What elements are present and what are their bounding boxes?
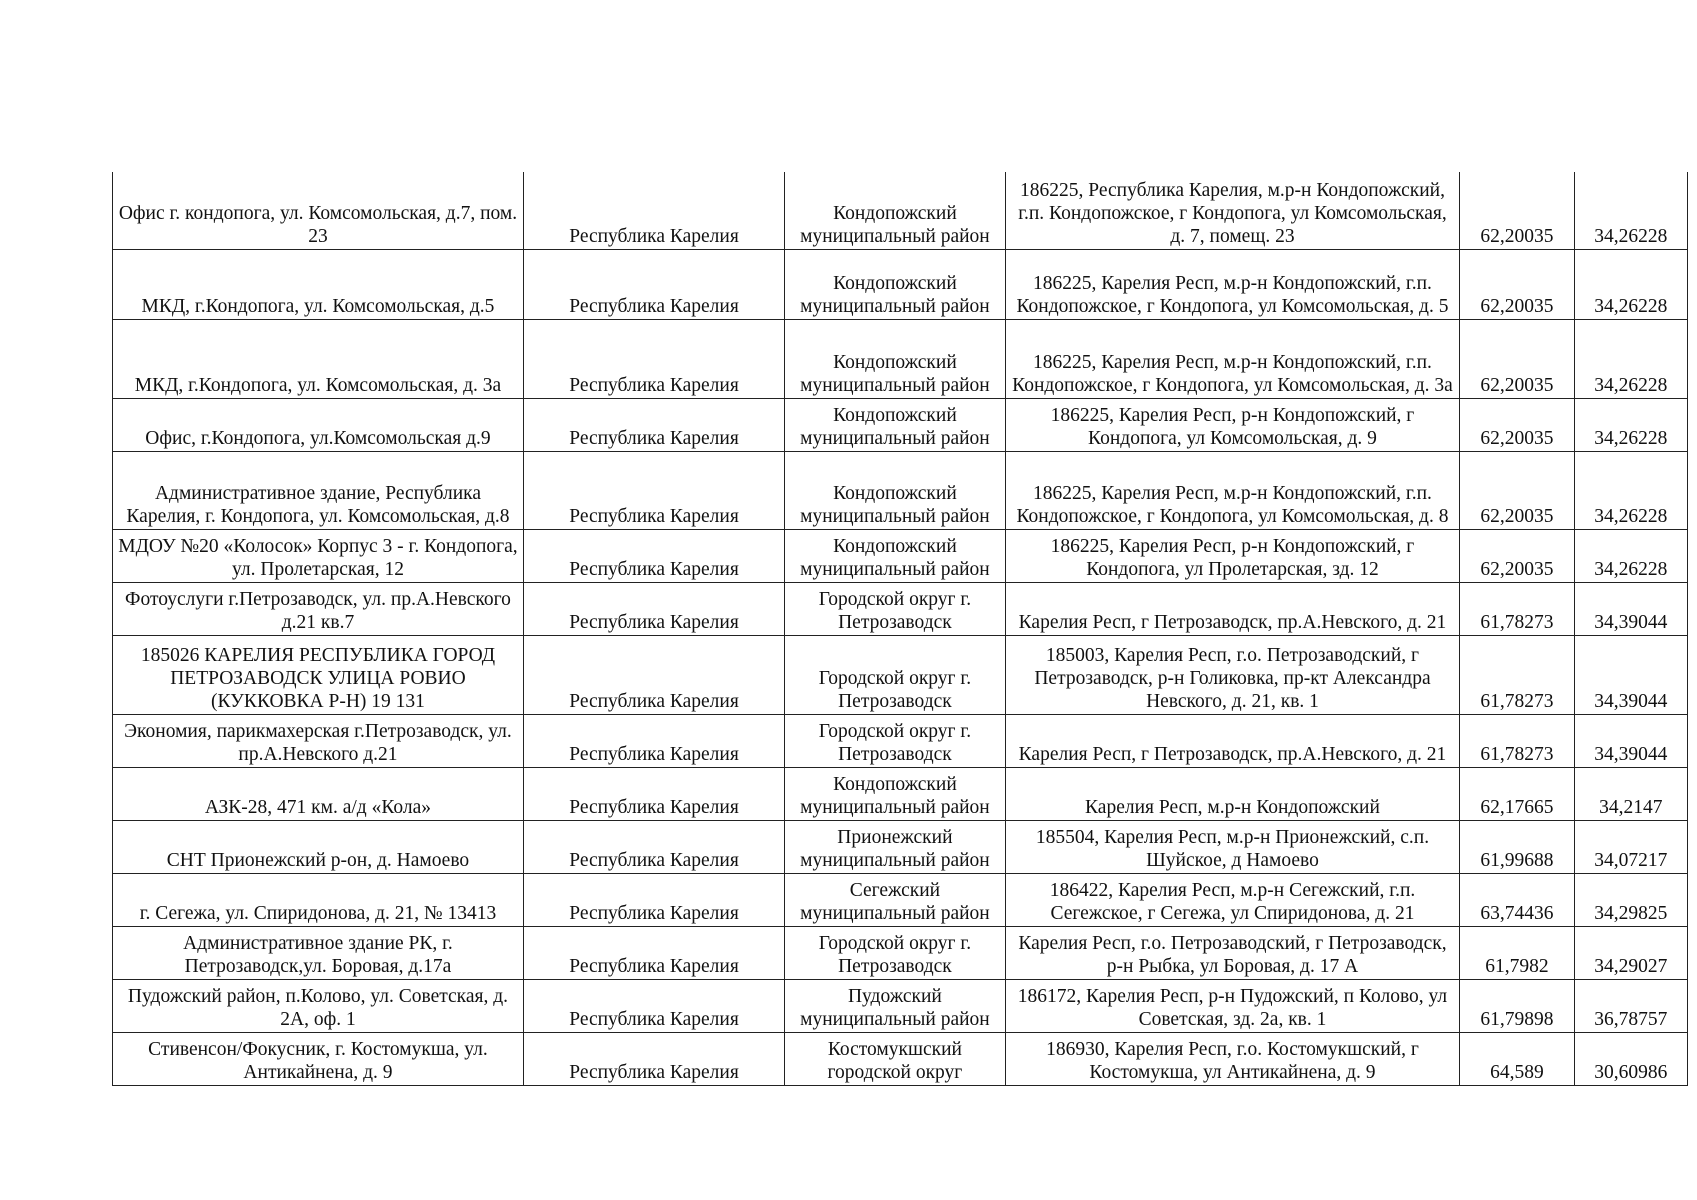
cell-region: Республика Карелия [523,926,784,979]
table-row [113,820,1688,873]
cell-district: Пудожский муниципальный район [785,979,1006,1032]
cell-name: 185026 КАРЕЛИЯ РЕСПУБЛИКА ГОРОД ПЕТРОЗАВОДСК УЛИЦА РОВИО (КУККОВКА Р-Н) 19 131 [113,635,524,714]
cell-region: Республика Карелия [523,635,784,714]
cell-district: Городской округ г. Петрозаводск [785,635,1006,714]
cell-longitude: 34,2147 [1574,767,1687,820]
table-row [113,979,1688,1032]
cell-name: г. Сегежа, ул. Спиридонова, д. 21, № 13413 [113,873,524,926]
cell-address: Карелия Респ, г.о. Петрозаводский, г Петрозаводск, р-н Рыбка, ул Боровая, д. 17 А [1005,926,1459,979]
cell-longitude: 34,39044 [1574,582,1687,635]
cell-district: Городской округ г. Петрозаводск [785,926,1006,979]
cell-address: 186225, Карелия Респ, м.р-н Кондопожский, г.п. Кондопожское, г Кондопога, ул Комсомольская, д. 3а [1005,319,1459,398]
cell-address: 186422, Карелия Респ, м.р-н Сегежский, г.п. Сегежское, г Сегежа, ул Спиридонова, д. 21 [1005,873,1459,926]
cell-region: Республика Карелия [523,398,784,451]
table-row [113,767,1688,820]
cell-name: МДОУ №20 «Колосок» Корпус 3 - г. Кондопога, ул. Пролетарская, 12 [113,529,524,582]
cell-longitude: 34,07217 [1574,820,1687,873]
cell-region: Республика Карелия [523,451,784,529]
cell-name: Административное здание РК, г. Петрозаводск,ул. Боровая, д.17а [113,926,524,979]
cell-longitude: 34,29825 [1574,873,1687,926]
cell-latitude: 61,99688 [1460,820,1574,873]
locations-table [112,172,1688,1086]
cell-longitude: 34,26228 [1574,451,1687,529]
cell-address: 186225, Карелия Респ, м.р-н Кондопожский, г.п. Кондопожское, г Кондопога, ул Комсомольская, д. 5 [1005,249,1459,319]
table-row [113,398,1688,451]
cell-longitude: 36,78757 [1574,979,1687,1032]
cell-latitude: 62,20035 [1460,398,1574,451]
cell-longitude: 34,26228 [1574,319,1687,398]
table-row [113,873,1688,926]
cell-district: Сегежский муниципальный район [785,873,1006,926]
cell-district: Кондопожский муниципальный район [785,249,1006,319]
cell-address: 186225, Карелия Респ, м.р-н Кондопожский, г.п. Кондопожское, г Кондопога, ул Комсомольская, д. 8 [1005,451,1459,529]
table-row [113,926,1688,979]
cell-latitude: 61,78273 [1460,582,1574,635]
cell-address: 185504, Карелия Респ, м.р-н Прионежский, с.п. Шуйское, д Намоево [1005,820,1459,873]
cell-latitude: 62,20035 [1460,172,1574,249]
cell-latitude: 62,20035 [1460,451,1574,529]
cell-longitude: 34,26228 [1574,249,1687,319]
cell-region: Республика Карелия [523,319,784,398]
cell-region: Республика Карелия [523,714,784,767]
cell-latitude: 61,7982 [1460,926,1574,979]
cell-name: СНТ Прионежский р-он, д. Намоево [113,820,524,873]
cell-district: Кондопожский муниципальный район [785,767,1006,820]
cell-region: Республика Карелия [523,249,784,319]
cell-district: Прионежский муниципальный район [785,820,1006,873]
table-row [113,319,1688,398]
cell-district: Кондопожский муниципальный район [785,172,1006,249]
cell-address: 186930, Карелия Респ, г.о. Костомукшский, г Костомукша, ул Антикайнена, д. 9 [1005,1032,1459,1085]
cell-address: 186225, Республика Карелия, м.р-н Кондопожский, г.п. Кондопожское, г Кондопога, ул Комсомольская, д. 7, помещ. 23 [1005,172,1459,249]
table-row [113,1032,1688,1085]
cell-name: Административное здание, Республика Карелия, г. Кондопога, ул. Комсомольская, д.8 [113,451,524,529]
cell-latitude: 64,589 [1460,1032,1574,1085]
cell-longitude: 34,39044 [1574,635,1687,714]
cell-longitude: 34,29027 [1574,926,1687,979]
cell-district: Кондопожский муниципальный район [785,451,1006,529]
table-row [113,714,1688,767]
cell-longitude: 34,26228 [1574,172,1687,249]
cell-district: Кондопожский муниципальный район [785,529,1006,582]
cell-latitude: 61,78273 [1460,635,1574,714]
cell-region: Республика Карелия [523,529,784,582]
table-row [113,529,1688,582]
cell-name: Пудожский район, п.Колово, ул. Советская, д. 2А, оф. 1 [113,979,524,1032]
cell-longitude: 34,39044 [1574,714,1687,767]
cell-region: Республика Карелия [523,979,784,1032]
table-row [113,249,1688,319]
cell-name: Офис г. кондопога, ул. Комсомольская, д.7, пом. 23 [113,172,524,249]
cell-district: Костомукшский городской округ [785,1032,1006,1085]
table-body [113,172,1688,1085]
cell-district: Городской округ г. Петрозаводск [785,582,1006,635]
cell-name: Стивенсон/Фокусник, г. Костомукша, ул. Антикайнена, д. 9 [113,1032,524,1085]
cell-latitude: 62,20035 [1460,319,1574,398]
table-row [113,635,1688,714]
cell-name: МКД, г.Кондопога, ул. Комсомольская, д. 3а [113,319,524,398]
table-row [113,172,1688,249]
table-row [113,582,1688,635]
cell-latitude: 62,20035 [1460,529,1574,582]
cell-longitude: 30,60986 [1574,1032,1687,1085]
cell-region: Республика Карелия [523,172,784,249]
table-row [113,451,1688,529]
cell-region: Республика Карелия [523,873,784,926]
cell-longitude: 34,26228 [1574,398,1687,451]
cell-name: Офис, г.Кондопога, ул.Комсомольская д.9 [113,398,524,451]
cell-region: Республика Карелия [523,767,784,820]
cell-address: Карелия Респ, г Петрозаводск, пр.А.Невского, д. 21 [1005,582,1459,635]
cell-name: МКД, г.Кондопога, ул. Комсомольская, д.5 [113,249,524,319]
cell-name: Экономия, парикмахерская г.Петрозаводск, ул. пр.А.Невского д.21 [113,714,524,767]
cell-address: 186225, Карелия Респ, р-н Кондопожский, г Кондопога, ул Комсомольская, д. 9 [1005,398,1459,451]
cell-address: 186225, Карелия Респ, р-н Кондопожский, г Кондопога, ул Пролетарская, зд. 12 [1005,529,1459,582]
cell-district: Кондопожский муниципальный район [785,319,1006,398]
cell-latitude: 63,74436 [1460,873,1574,926]
cell-address: Карелия Респ, м.р-н Кондопожский [1005,767,1459,820]
cell-latitude: 62,17665 [1460,767,1574,820]
cell-latitude: 61,78273 [1460,714,1574,767]
cell-district: Кондопожский муниципальный район [785,398,1006,451]
cell-name: Фотоуслуги г.Петрозаводск, ул. пр.А.Невского д.21 кв.7 [113,582,524,635]
cell-latitude: 61,79898 [1460,979,1574,1032]
cell-district: Городской округ г. Петрозаводск [785,714,1006,767]
cell-address: 186172, Карелия Респ, р-н Пудожский, п Колово, ул Советская, зд. 2а, кв. 1 [1005,979,1459,1032]
cell-latitude: 62,20035 [1460,249,1574,319]
cell-address: 185003, Карелия Респ, г.о. Петрозаводский, г Петрозаводск, р-н Голиковка, пр-кт Александра Невского, д. 21, кв. 1 [1005,635,1459,714]
cell-longitude: 34,26228 [1574,529,1687,582]
cell-region: Республика Карелия [523,820,784,873]
cell-region: Республика Карелия [523,1032,784,1085]
cell-name: АЗК-28, 471 км. а/д «Кола» [113,767,524,820]
cell-region: Республика Карелия [523,582,784,635]
cell-address: Карелия Респ, г Петрозаводск, пр.А.Невского, д. 21 [1005,714,1459,767]
